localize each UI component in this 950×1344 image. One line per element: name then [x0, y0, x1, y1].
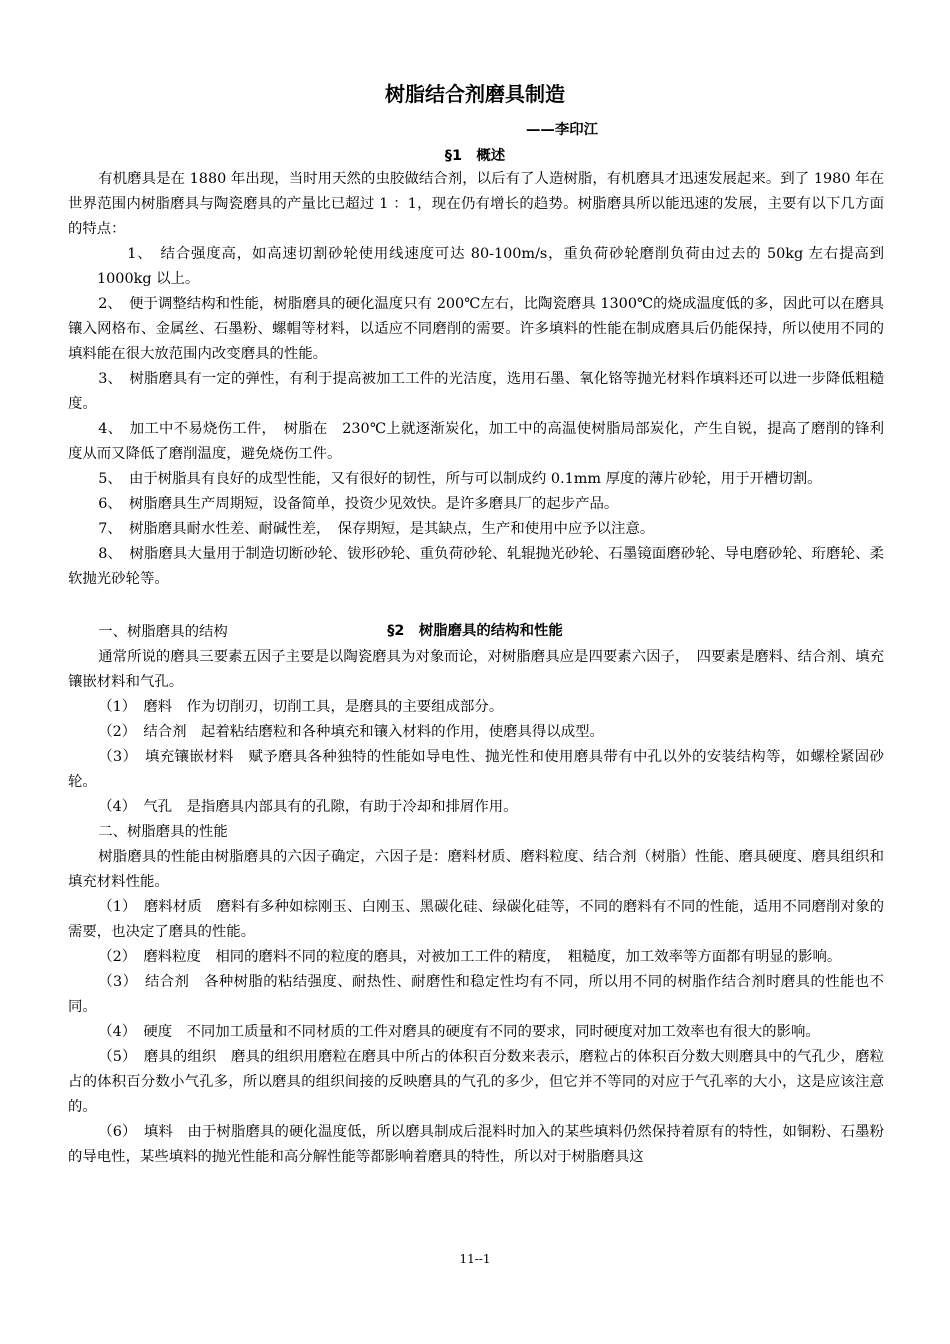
performance-item-4: （4） 硬度 不同加工质量和不同材质的工件对磨具的硬度有不同的要求，同时硬度对加工效率也有很大的影响。 — [98, 1024, 820, 1040]
performance-item-1: （1） 磨料材质 磨料有多种如棕刚玉、白刚玉、黑碳化硅、绿碳化硅等，不同的磨料有不同的性能，适用不同磨削对象的需要，也决定了磨具的性能。 — [68, 899, 884, 940]
section1-item-4: 4、 加工中不易烧伤工件， 树脂在 230℃上就逐渐炭化，加工中的高温使树脂局部炭化，产生自锐，提高了磨削的锋利度从而又降低了磨削温度，避免烧伤工件。 — [68, 421, 884, 462]
performance-intro: 树脂磨具的性能由树脂磨具的六因子确定，六因子是：磨料材质、磨料粒度、结合剂（树脂）性能、磨具硬度、磨具组织和填充材料性能。 — [68, 849, 884, 890]
page-number: 11--1 — [459, 1252, 491, 1266]
section1-heading: §1 概述 — [444, 148, 506, 164]
section1-item-6: 6、 树脂磨具生产周期短，设备简单，投资少见效快。是许多磨具厂的起步产品。 — [98, 496, 619, 512]
structure-item-2: （2） 结合剂 起着粘结磨粒和各种填充和镶入材料的作用，使磨具得以成型。 — [98, 724, 604, 740]
document-title: 树脂结合剂磨具制造 — [385, 82, 565, 106]
structure-item-4: （4） 气孔 是指磨具内部具有的孔隙，有助于冷却和排屑作用。 — [98, 799, 518, 815]
structure-intro: 通常所说的磨具三要素五因子主要是以陶瓷磨具为对象而论，对树脂磨具应是四要素六因子， 四要素是磨料、结合剂、填充镶嵌材料和气孔。 — [68, 649, 884, 690]
section2-heading-spacer — [68, 592, 884, 620]
section2-heading: §2 树脂磨具的结构和性能 — [387, 623, 563, 639]
section1-item-1: 1、 结合强度高，如高速切割砂轮使用线速度可达 80-100m/s，重负荷砂轮磨削负荷由过去的 50kg 左右提高到 1000kg 以上。 — [97, 246, 884, 287]
body-text — [68, 167, 884, 1170]
performance-item-3: （3） 结合剂 各种树脂的粘结强度、耐热性、耐磨性和稳定性均有不同，所以用不同的树脂作结合剂时磨具的性能也不同。 — [68, 974, 884, 1015]
section1-intro: 有机磨具是在 1880 年出现，当时用天然的虫胶做结合剂，以后有了人造树脂，有机磨具才迅速发展起来。到了 1980 年在世界范围内树脂磨具与陶瓷磨具的产量比已超过 1 ：1，现在仍有增长的趋势。树脂磨具所以能迅速的发展，主要有以下几方面的特点： — [68, 171, 884, 237]
performance-item-5: （5） 磨具的组织 磨具的组织用磨粒在磨具中所占的体积百分数来表示，磨粒占的体积百分数大则磨具中的气孔少，磨粒占的体积百分数小气孔多，所以磨具的组织间接的反映磨具的气孔的多少，但它并不等同的对应于气孔率的大小，这是应该注意的。 — [68, 1049, 884, 1115]
structure-item-3: （3） 填充镶嵌材料 赋予磨具各种独特的性能如导电性、抛光性和使用磨具带有中孔以外的安装结构等，如螺栓紧固砂轮。 — [68, 749, 884, 790]
section1-item-5: 5、 由于树脂具有良好的成型性能，又有很好的韧性，所与可以制成约 0.1mm 厚度的薄片砂轮，用于开槽切割。 — [98, 471, 822, 487]
author-line: ——李印江 — [526, 122, 598, 138]
structure-item-1: （1） 磨料 作为切削刃，切削工具，是磨具的主要组成部分。 — [98, 699, 504, 715]
section1-item-2: 2、 便于调整结构和性能，树脂磨具的硬化温度只有 200℃左右，比陶瓷磨具 1300℃的烧成温度低的多，因此可以在磨具镶入网格布、金属丝、石墨粉、螺帽等材料，以适应不同磨削的需要。许多填料的性能在制成磨具后仍能保持，所以使用不同的填料能在很大放范围内改变磨具的性能。 — [68, 296, 884, 362]
section1-item-3: 3、 树脂磨具有一定的弹性，有利于提高被加工工件的光洁度，选用石墨、氧化铬等抛光材料作填料还可以进一步降低粗糙度。 — [68, 371, 884, 412]
performance-item-2: （2） 磨料粒度 相同的磨料不同的粒度的磨具，对被加工工件的精度， 粗糙度，加工效率等方面都有明显的影响。 — [98, 949, 842, 965]
structure-heading: 一、树脂磨具的结构 — [98, 624, 228, 640]
section1-item-7: 7、 树脂磨具耐水性差、耐碱性差， 保存期短，是其缺点，生产和使用中应予以注意。 — [98, 521, 655, 537]
section1-item-8: 8、 树脂磨具大量用于制造切断砂轮、钹形砂轮、重负荷砂轮、轧辊抛光砂轮、石墨镜面磨砂轮、导电磨砂轮、珩磨轮、柔软抛光砂轮等。 — [68, 546, 884, 587]
performance-heading: 二、树脂磨具的性能 — [98, 824, 228, 840]
performance-item-6: （6） 填料 由于树脂磨具的硬化温度低，所以磨具制成后混料时加入的某些填料仍然保持着原有的特性，如铜粉、石墨粉的导电性，某些填料的抛光性能和高分解性能等都影响着磨具的特性，所以对于树脂磨具这 — [68, 1124, 884, 1165]
